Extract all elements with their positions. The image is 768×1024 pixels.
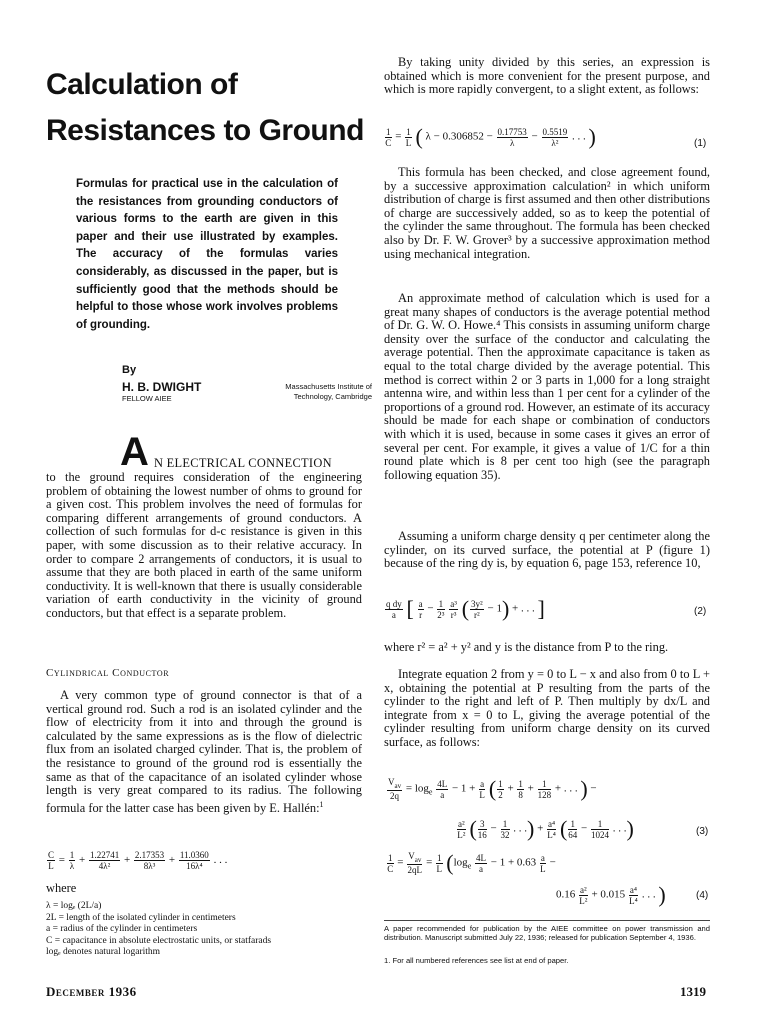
footnote-divider — [384, 920, 710, 921]
intro-capline: N ELECTRICAL CONNECTION — [154, 456, 332, 470]
right-paragraph-4: Assuming a uniform charge density q per centimeter along the cylinder, on its curved surface, the potential at P (figure 1) because of the ring dy is, by equation 6, page 153, reference 10, — [384, 529, 710, 571]
article-title: Calculation of Resistances to Ground — [46, 68, 364, 147]
equation-number-2: (2) — [694, 606, 707, 617]
cylinder-paragraph: A very common type of ground connector is that of a vertical ground rod. Such a rod is an isolated cylinder and the flow of electricity from it into and through the ground is calculated by the same expressions as is the flow of dielectric flux from an isolated charged cylinder. That is, the problem of the resistance to ground of the ground rod is essentially the same as that of the capacitance of an isolated cylinder whose length is very great compared to its radius. The following formula for the latter case has been given by E. Hallén:$^1$ — [46, 688, 362, 815]
equation-number-4: (4) — [696, 890, 709, 901]
intro-paragraph: to the ground requires consideration of the engineering problem of obtaining the lowest number of ohms to ground for a given cost. This problem involves the need of formulas for comparing different arrangements of ground conductors. A collection of such formulas for d-c resistance is given in this paper, with some discussion as to their relative accuracy. In order to compare 2 arrangements of conductors, it is usual to assume that they are both placed in earth of the same uniform conductivity. It is well-known that there is usually considerable variation of earth conductivity in the vicinity of ground conductors, but that effect is a separate problem. — [46, 470, 362, 620]
equation-2: $\frac{\text{q dy}}{a}$ [ $\frac{a}{r}$ − $\frac{1}{\text{2³}}$ $\frac{\text{a³}}{\text{r³}}$ ( $\frac{\text{3y²}}{\text{r²}}$ − 1) + . . . ] — [386, 596, 545, 621]
equation-hallen: $\frac{C}{L}$ = $\frac{1}{\lambda}$ + $\frac{1.22741}{\text{4λ²}}$ + $\frac{2.17353}{\text{8λ³}}$ + $\frac{11.0360}{\text{16λ⁴}}$ . . . — [48, 850, 228, 871]
right-paragraph-1: By taking unity divided by this series, an expression is obtained which is more convenient for the present purpose, and which is more rapidly convergent, to a slight extent, as follows: — [384, 55, 710, 97]
footnote: A paper recommended for publication by the AIEE committee on power transmission and distribution. Manuscript submitted July 22, 1936; released for publication September 4, 1936. — [384, 924, 710, 943]
footnote-references: 1. For all numbered references see list at end of paper. — [384, 956, 569, 965]
equation-1: $\frac{1}{C}$ = $\frac{1}{L}$ ( λ − 0.306852 − $\frac{0.17753}{\lambda}$ − $\frac{0.5519}{\text{λ²}}$ . . . ) — [385, 124, 596, 149]
section-heading: Cylindrical Conductor — [46, 667, 170, 679]
definitions-list: λ = logₑ (2L/a) 2L = length of the isolated cylinder in centimeters a = radius of the cylinder in centimeters C = capacitance in absolute electrostatic units, or statfarads logₑ denotes natural logarithm — [46, 901, 272, 958]
byline-by: By — [122, 364, 137, 376]
equation-3-line-1: $V_{av}$ 2q = $\log_e$ $\frac{4L}{a}$ − 1 + $\frac{a}{L}$ ( $\frac{1}{2}$ + $\frac{1}{8}$ + $\frac{1}{128}$ + . . . ) − — [388, 776, 597, 802]
where-label: where — [46, 881, 77, 895]
equation-4-line-2: 0.16 $\frac{\text{a²}}{\text{L²}}$ + 0.015 $\frac{\text{a⁴}}{\text{L⁴}}$ . . . ) — [556, 882, 666, 907]
page-number: 1319 — [680, 984, 706, 999]
author-rank: FELLOW AIEE — [122, 394, 172, 403]
abstract: Formulas for practical use in the calculation of the resistances from grounding conductors of various forms to the earth are given in this paper and their use illustrated by examples. The accuracy of the formulas varies considerably, as discussed in the paper, but is sufficiently good that the methods should be helpful to those whose work involves problems of grounding. — [76, 178, 338, 331]
drop-cap: A — [120, 430, 149, 474]
equation-4-line-1: $\frac{1}{C}$ = $V_{av}$ 2qL = $\frac{1}{L}$ ($\log_e$ $\frac{4L}{a}$ − 1 + 0.63 $\frac{a}{L}$ − — [387, 850, 556, 876]
right-paragraph-5: where r² = a² + y² and y is the distance from P to the ring. — [384, 640, 669, 654]
equation-number-3: (3) — [696, 826, 709, 837]
right-paragraph-2: This formula has been checked, and close agreement found, by a successive approximation calculation² in which uniform distribution of charge is first assumed and then other distributions of charge are successively added, so as to keep the potential of the cylinder the same throughout. The formula has been checked also by Dr. F. W. Grover³ by a successive approximation method using mechanical integration. — [384, 165, 710, 261]
equation-number-1: (1) — [694, 138, 707, 149]
right-paragraph-3: An approximate method of calculation which is used for a great many shapes of conductors is the average potential method of Dr. G. W. O. Howe.⁴ This consists in assuming uniform charge density over the surface of the conductor and calculating the average potential. Then the approximate capacitance is taken as equal to the total charge divided by the average potential. This method is correct within 2 or 3 parts in 1,000 for a long straight antenna wire, and within less than 1 per cent for a cylinder of the proportions of a ground rod. However, an estimate of its accuracy should be made for each shape or combination of conductors with which it is used, because in some cases it gives an error of several per cent. For example, it gives a value of 1/C for a thin round plate which is 8 per cent too high (see the paragraph following equation 35). — [384, 291, 710, 482]
equation-3-line-2: $\frac{\text{a²}}{\text{L²}}$ ( $\frac{3}{16}$ − $\frac{1}{32}$ . . .) + $\frac{\text{a⁴}}{\text{L⁴}}$ ( $\frac{1}{64}$ − $\frac{1}{1024}$ . . .) — [457, 816, 634, 841]
right-paragraph-6: Integrate equation 2 from y = 0 to L − x and also from 0 to L + x, obtaining the potential at P resulting from the parts of the cylinder to the right and left of P. Then multiply by dx/L and integrate from x = 0 to L, giving the average potential of the cylinder resulting from uniform charge density on its curved surface, as follows: — [384, 667, 710, 749]
author-name: H. B. DWIGHT — [122, 380, 202, 394]
issue-date: December 1936 — [46, 984, 137, 999]
author-affiliation: Massachusetts Institute of Technology, Cambridge — [285, 382, 372, 401]
